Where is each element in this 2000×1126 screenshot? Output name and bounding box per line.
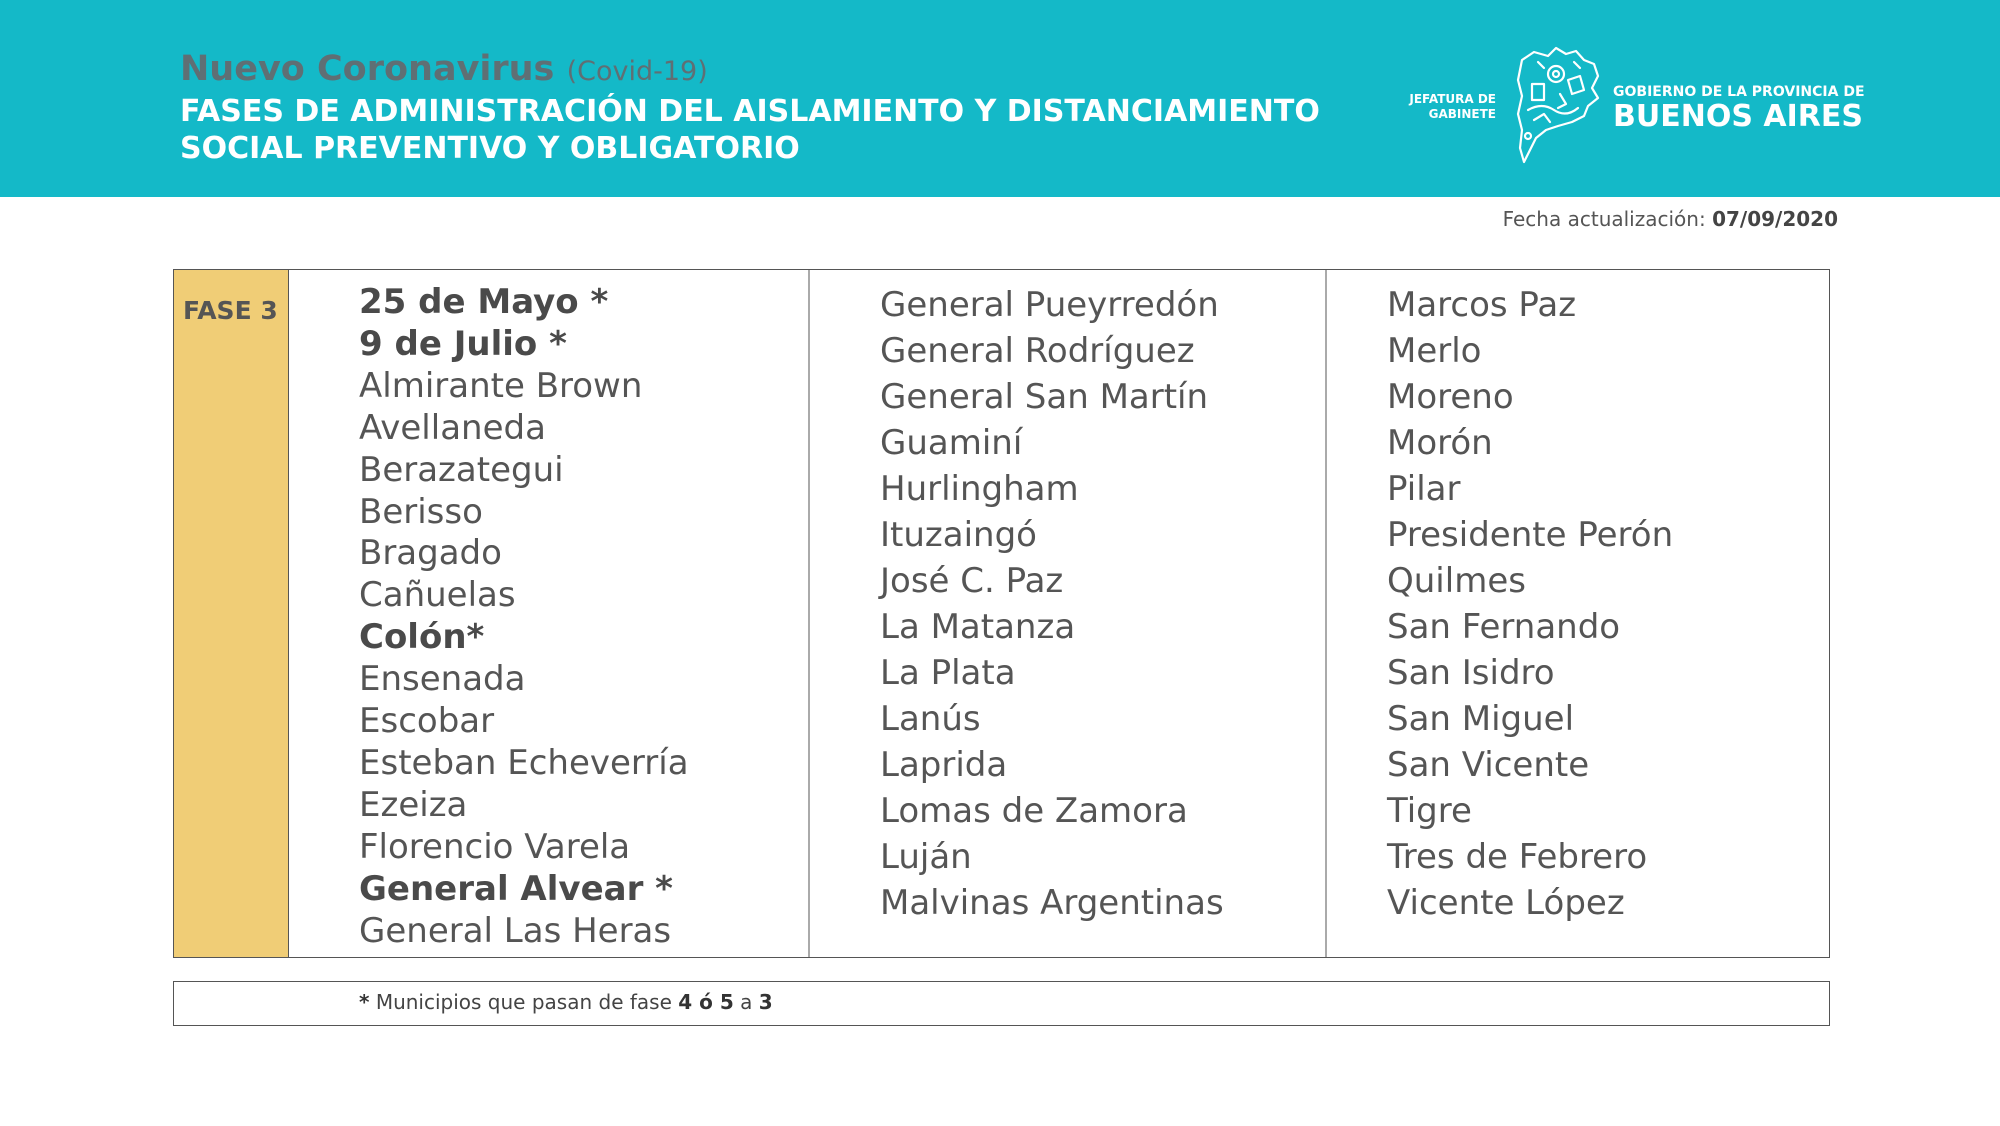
municipio-item: San Miguel (1387, 699, 1575, 739)
municipio-item: Hurlingham (880, 469, 1079, 509)
municipio-item: Escobar (359, 701, 495, 742)
page-title-subtitle: (Covid-19) (566, 56, 708, 87)
buenos-aires-logo-text: GOBIERNO DE LA PROVINCIA DE BUENOS AIRES (1613, 84, 1865, 134)
municipio-item: General San Martín (880, 377, 1209, 417)
municipio-item: General Alvear * (359, 868, 673, 909)
province-emblem-icon (1514, 44, 1602, 166)
municipio-item: General Rodríguez (880, 331, 1195, 371)
municipio-item: Colón* (359, 617, 485, 658)
municipio-item: San Isidro (1387, 653, 1555, 693)
municipio-item: Ensenada (359, 659, 526, 700)
fase-label: FASE 3 (183, 296, 278, 325)
municipio-item: Ituzaingó (880, 515, 1037, 555)
municipio-item: Guaminí (880, 423, 1023, 463)
municipio-item: 25 de Mayo * (359, 282, 609, 322)
municipio-item: Marcos Paz (1387, 285, 1577, 325)
municipio-item: Berisso (359, 491, 483, 532)
municipios-column-3 (1387, 282, 1673, 926)
municipio-item: Tigre (1387, 791, 1472, 831)
update-date (1503, 207, 1838, 231)
municipio-item: Berazategui (359, 449, 564, 490)
title-block (180, 48, 1320, 167)
municipio-item: Bragado (359, 533, 502, 574)
municipio-item: 9 de Julio * (359, 323, 567, 364)
municipios-table (173, 269, 1830, 958)
municipio-item: Quilmes (1387, 561, 1526, 601)
page-heading-line2: SOCIAL PREVENTIVO Y OBLIGATORIO (180, 131, 800, 166)
municipio-item: Lomas de Zamora (880, 791, 1188, 831)
municipio-item: Tres de Febrero (1387, 837, 1648, 877)
municipio-item: José C. Paz (880, 561, 1064, 601)
column-divider (808, 270, 810, 957)
municipio-item: Morón (1387, 423, 1493, 463)
header-banner (0, 0, 2000, 197)
municipio-item: Presidente Perón (1387, 515, 1674, 555)
update-date-value: 07/09/2020 (1712, 207, 1838, 231)
municipio-item: Vicente López (1387, 883, 1625, 923)
municipio-item: Merlo (1387, 331, 1482, 371)
municipios-column-2 (880, 282, 1224, 926)
municipio-item: Avellaneda (359, 407, 546, 448)
municipio-item: Laprida (880, 745, 1008, 785)
municipio-item: Cañuelas (359, 575, 516, 616)
municipio-item: Moreno (1387, 377, 1514, 417)
fase-column (174, 270, 289, 957)
municipio-item: Ezeiza (359, 784, 468, 825)
municipio-item: General Las Heras (359, 910, 672, 951)
municipio-item: San Vicente (1387, 745, 1590, 785)
municipio-item: General Pueyrredón (880, 285, 1219, 325)
municipio-item: Pilar (1387, 469, 1461, 509)
footnote-box (173, 981, 1830, 1026)
municipios-column-1 (359, 282, 689, 953)
municipio-item: Luján (880, 837, 972, 877)
municipio-item: La Matanza (880, 607, 1076, 647)
municipio-item: Malvinas Argentinas (880, 883, 1224, 923)
page-heading-line1: FASES DE ADMINISTRACIÓN DEL AISLAMIENTO Y DISTANCIAMIENTO (180, 94, 1320, 129)
municipio-item: San Fernando (1387, 607, 1621, 647)
footnote: * Municipios que pasan de fase 4 ó 5 a 3 (359, 990, 773, 1014)
municipio-item: Almirante Brown (359, 365, 643, 406)
jefatura-logo-text: JEFATURA DE GABINETE (1409, 92, 1496, 121)
municipio-item: Lanús (880, 699, 981, 739)
municipio-item: Esteban Echeverría (359, 742, 689, 783)
update-date-label: Fecha actualización: (1502, 207, 1706, 231)
page-title: Nuevo Coronavirus (Covid-19) (180, 49, 708, 89)
municipio-item: Florencio Varela (359, 826, 631, 867)
municipio-item: La Plata (880, 653, 1016, 693)
column-divider (1325, 270, 1327, 957)
